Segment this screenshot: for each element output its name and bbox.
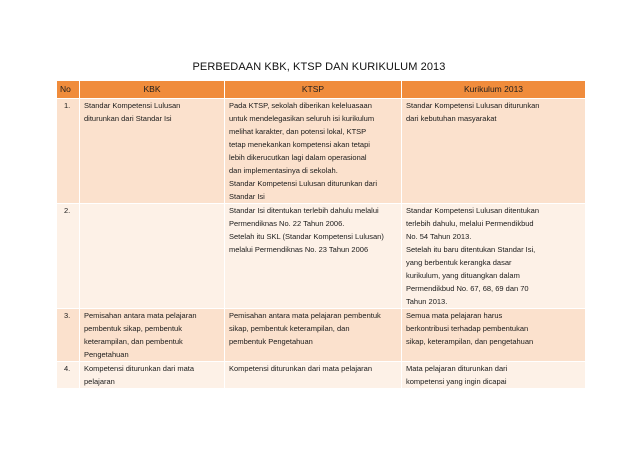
kurikulum-2013-cell [402,99,586,204]
cell-text-line: terlebih dahulu, melalui Permendikbud [406,219,534,228]
header-kurikulum-2013: Kurikulum 2013 [402,81,586,99]
cell-text-line: Kompetensi diturunkan dari mata pelajaran [229,364,373,373]
row-number: 2. [57,204,80,309]
cell-text-line: kompetensi yang ingin dicapai [406,377,507,386]
cell-text-line: melalui Permendiknas No. 23 Tahun 2006 [229,245,369,254]
cell-text-line: lebih dikerucutkan lagi dalam operasional [229,153,367,162]
table-header-row [57,81,586,99]
header-kbk: KBK [80,81,225,99]
cell-text-line: diturunkan dari Standar Isi [84,114,172,123]
row-number: 1. [57,99,80,204]
cell-text-line: No. 54 Tahun 2013. [406,232,472,241]
cell-text-line: Permendiknas No. 22 Tahun 2006. [229,219,345,228]
cell-text-line: Setelah itu baru ditentukan Standar Isi, [406,245,536,254]
cell-text-line: keterampilan, dan pembentuk [84,337,183,346]
row-number: 4. [57,362,80,389]
cell-text-line: Standar Kompetensi Lulusan [84,101,181,110]
cell-text-line: Pada KTSP, sekolah diberikan keleluasaan [229,101,372,110]
ktsp-cell [225,99,402,204]
kurikulum-2013-cell [402,362,586,389]
cell-text-line: melihat karakter, dan potensi lokal, KTSP [229,127,367,136]
cell-text-line: Kompetensi diturunkan dari mata [84,364,195,373]
cell-text-line: yang berbentuk kerangka dasar [406,258,512,267]
kbk-cell [80,204,225,309]
cell-text-line: untuk mendelegasikan seluruh isi kurikulum [229,114,375,123]
table-row [57,204,586,309]
kurikulum-2013-cell [402,204,586,309]
cell-text-line: pelajaran [84,377,115,386]
kbk-cell [80,309,225,362]
cell-text-line: Setelah itu SKL (Standar Kompetensi Lulusan) [229,232,384,241]
cell-text-line: Pemisahan antara mata pelajaran [84,311,197,320]
table-row [57,362,586,389]
comparison-table [56,80,586,389]
cell-text-line: Semua mata pelajaran harus [406,311,503,320]
cell-text-line: sikap, pembentuk keterampilan, dan [229,324,350,333]
cell-text-line: Standar Kompetensi Lulusan ditentukan [406,206,540,215]
cell-text-line: Permendikbud No. 67, 68, 69 dan 70 [406,284,529,293]
row-number: 3. [57,309,80,362]
kurikulum-2013-cell [402,309,586,362]
ktsp-cell [225,309,402,362]
ktsp-cell [225,204,402,309]
table-row [57,99,586,204]
cell-text-line: dari kebutuhan masyarakat [406,114,497,123]
kbk-cell [80,362,225,389]
cell-text-line: Mata pelajaran diturunkan dari [406,364,508,373]
cell-text-line: Standar Kompetensi Lulusan diturunkan [406,101,540,110]
header-no: No [57,81,80,99]
cell-text-line: Tahun 2013. [406,297,448,306]
cell-text-line: Standar Kompetensi Lulusan diturunkan dari [229,179,378,188]
cell-text-line: pembentuk Pengetahuan [229,337,313,346]
ktsp-cell [225,362,402,389]
cell-text-line: Standar Isi [229,192,265,201]
cell-text-line: sikap, keterampilan, dan pengetahuan [406,337,534,346]
kbk-cell [80,99,225,204]
cell-text-line: dan implementasinya di sekolah. [229,166,338,175]
cell-text-line: pembentuk sikap, pembentuk [84,324,182,333]
cell-text-line: tetap menekankan kompetensi akan tetapi [229,140,370,149]
table-row [57,309,586,362]
cell-text-line: berkontribusi terhadap pembentukan [406,324,529,333]
table-body [57,99,586,389]
cell-text-line: Pemisahan antara mata pelajaran pembentuk [229,311,381,320]
cell-text-line: Standar Isi ditentukan terlebih dahulu melalui [229,206,379,215]
document-title: PERBEDAAN KBK, KTSP DAN KURIKULUM 2013 [192,61,446,73]
cell-text-line: Pengetahuan [84,350,129,359]
cell-text-line: kurikulum, yang dituangkan dalam [406,271,520,280]
header-ktsp: KTSP [225,81,402,99]
